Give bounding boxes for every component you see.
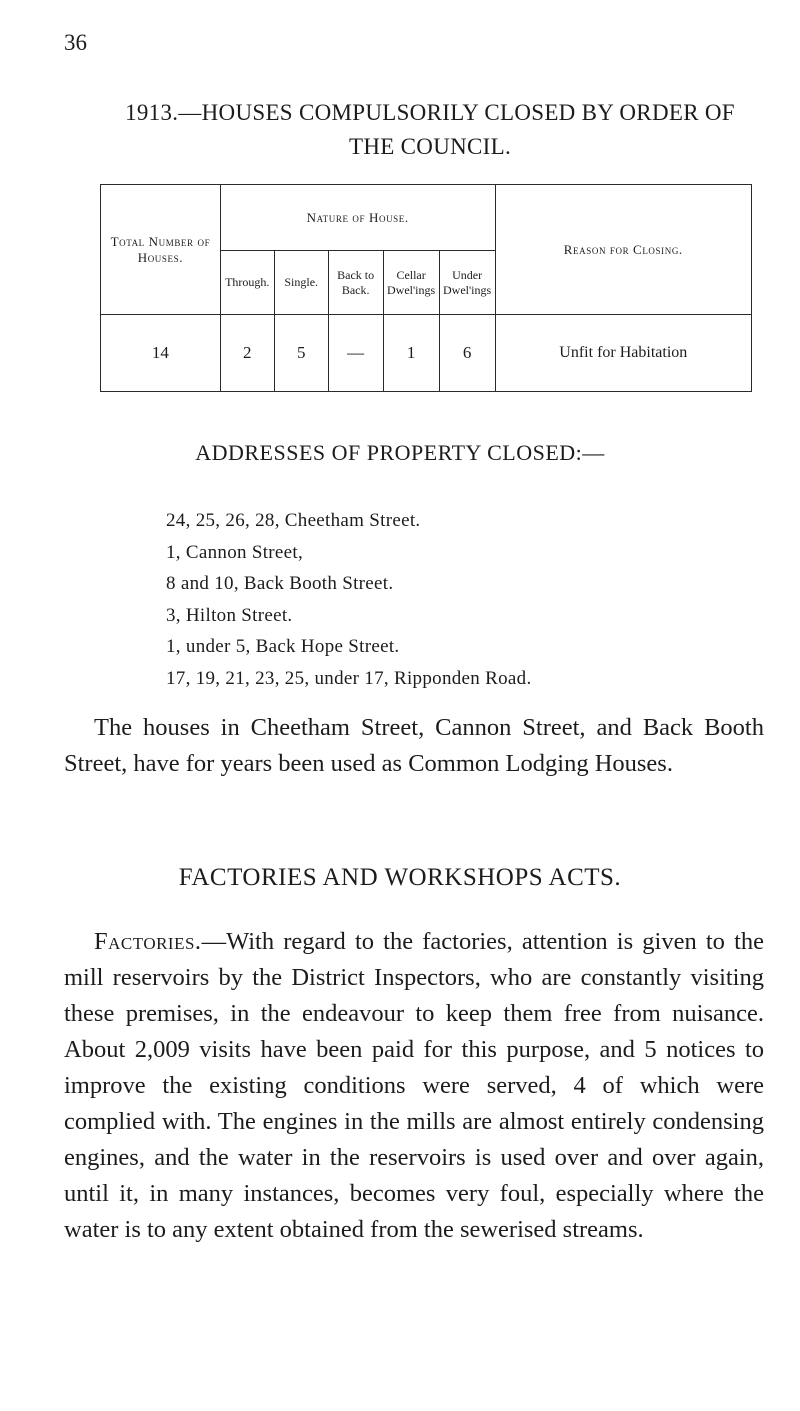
list-item: 24, 25, 26, 28, Cheetham Street. <box>166 510 421 531</box>
cell-reason: Unfit for Habitation <box>495 315 751 392</box>
list-item: 1, Cannon Street, <box>166 541 304 563</box>
list-item: 1, under 5, Back Hope Street. <box>166 636 400 657</box>
header-cellar-dwellings: Cellar Dwel'ings <box>383 251 439 315</box>
factories-heading: FACTORIES AND WORKSHOPS ACTS. <box>178 864 622 891</box>
page-title <box>90 96 770 164</box>
header-nature-of-house: Nature of House. <box>220 185 495 251</box>
factories-lead: Factories. <box>94 928 202 955</box>
header-under-dwellings: Under Dwel'ings <box>439 251 495 315</box>
header-single: Single. <box>274 251 328 315</box>
page-number: 36 <box>64 30 87 55</box>
list-item: 3, Hilton Street. <box>166 604 293 626</box>
closed-houses-table-container <box>100 184 752 392</box>
page-title-line-1: 1913.—HOUSES COMPULSORILY CLOSED BY ORDER OF <box>125 100 735 125</box>
closed-houses-table <box>100 184 752 392</box>
cell-back-to-back: — <box>328 315 383 392</box>
list-item: 8 and 10, Back Booth Street. <box>166 573 394 594</box>
cell-single: 5 <box>274 315 328 392</box>
cell-through: 2 <box>220 315 274 392</box>
header-through: Through. <box>220 251 274 315</box>
header-total-houses: Total Number of Houses. <box>101 185 221 315</box>
address-list <box>166 505 532 694</box>
header-reason-for-closing: Reason for Closing. <box>495 185 751 315</box>
factories-paragraph <box>64 924 764 1248</box>
addresses-heading: ADDRESSES OF PROPERTY CLOSED:— <box>195 440 605 465</box>
table-row <box>101 315 752 392</box>
lodging-houses-paragraph: The houses in Cheetham Street, Cannon Street, and Back Booth Street, have for years been used as Common Lodging Houses. <box>64 714 764 777</box>
page-title-line-2: THE COUNCIL. <box>348 134 512 159</box>
cell-under: 6 <box>439 315 495 392</box>
header-back-to-back: Back to Back. <box>328 251 383 315</box>
cell-total: 14 <box>101 315 221 392</box>
factories-body: —With regard to the factories, attention is given to the mill reservoirs by the District Inspectors, who are constantly visiting these premises, in the endeavour to keep them free from nuisance. About 2,009 visits have been paid for this purpose, and 5 notices to improve the existing conditions were served, 4 of which were complied with. The engines in the mills are almost entirely condensing engines, and the water in the reservoirs is used over and over again, until it, in many instances, becomes very foul, especially where the water is to any extent obtained from the sewerised streams. <box>64 928 764 1243</box>
cell-cellar: 1 <box>383 315 439 392</box>
list-item: 17, 19, 21, 23, 25, under 17, Ripponden Road. <box>166 667 532 689</box>
